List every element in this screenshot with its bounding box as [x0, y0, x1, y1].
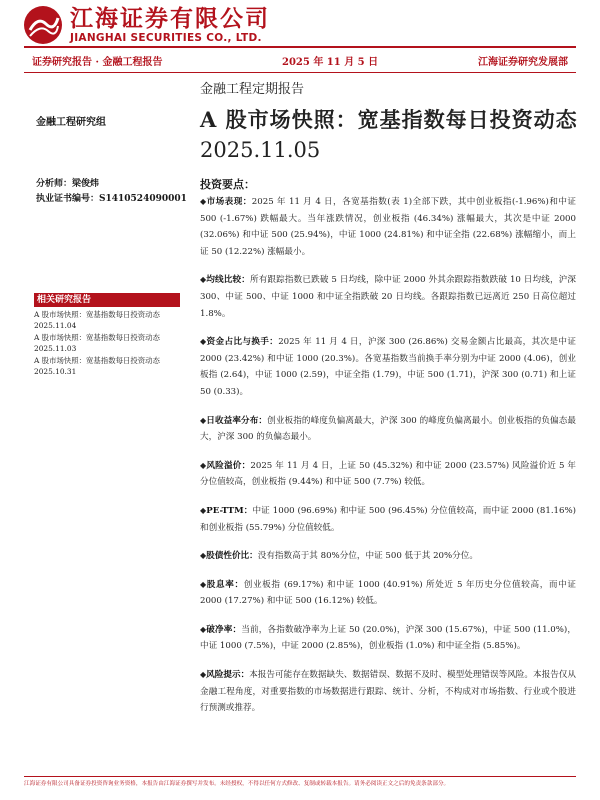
- point-label: 破净率：: [206, 624, 242, 635]
- bullet-icon: ◆: [200, 579, 207, 589]
- company-name-en: JIANGHAI SECURITIES CO., LTD.: [70, 32, 262, 44]
- point-stock-bond: [200, 548, 576, 565]
- point-text: 2025 年 11 月 4 日，各宽基指数(表 1)全部下跌，其中创业板指(-1.96%)和中证 500 (-1.67%) 跌幅最大。当年涨跌情况，创业板指 (46.34%) 涨幅最大，其次是中证 2000 (32.06%) 和中证 500 (25.94%)，中证 1000 (24.81%) 和中证全指 (22.68%) 涨幅缩小，而上证 50 (12.22%) 涨幅最小。: [200, 197, 576, 257]
- related-report-link[interactable]: A 股市场快照：宽基指数每日投资动态 2025.10.31: [34, 356, 160, 376]
- bullet-icon: ◆: [200, 275, 207, 285]
- point-label: 资金占比与换手：: [206, 337, 279, 348]
- research-group: 金融工程研究组: [36, 117, 106, 128]
- related-reports-heading: 相关研究报告: [34, 293, 180, 307]
- point-dividend-yield: [200, 577, 576, 610]
- point-text: 2025 年 11 月 4 日，上证 50 (45.32%) 和中证 2000 (23.57%) 风险溢价近 5 年分位值较高，创业板指 (9.44%) 和中证 500 (7.7%) 较低。: [200, 460, 576, 488]
- bullet-icon: ◆: [200, 670, 207, 680]
- point-text: 所有跟踪指数已跌破 5 日均线，除中证 2000 外其余跟踪指数跌破 10 日均线，沪深 300、中证 500、中证 1000 和中证全指跌破 20 日均线。各跟踪指数已远离近 250 日高位超过 1.8%。: [200, 275, 576, 319]
- bullet-icon: ◆: [200, 551, 207, 561]
- company-name-cn: 江海证券有限公司: [70, 5, 270, 32]
- point-label: 股债性价比：: [206, 551, 258, 562]
- key-points-title: 投资要点：: [200, 178, 255, 191]
- footer-disclaimer: 江海证券有限公司具备证券投资咨询业务资格，本报告由江海证券撰写并发布。未经授权，不得以任何方式修改、复制或转载本报告。请务必阅读正文之后的免责条款部分。: [24, 781, 450, 787]
- point-label: 风险提示：: [206, 670, 250, 681]
- point-text: 中证 1000 (96.69%) 和中证 500 (96.45%) 分位值较高，而中证 2000 (81.16%) 和创业板指 (55.79%) 分位值较低。: [200, 505, 577, 533]
- bullet-icon: ◆: [200, 460, 207, 470]
- page-title: A 股市场快照：宽基指数每日投资动态: [200, 107, 578, 132]
- related-report-link[interactable]: A 股市场快照：宽基指数每日投资动态 2025.11.03: [34, 333, 160, 353]
- point-risk-warning: [200, 667, 576, 717]
- report-date: 2025 年 11 月 5 日: [282, 57, 379, 68]
- title-date: 2025.11.05: [200, 138, 321, 162]
- department-name: 江海证券研究发展部: [478, 57, 568, 68]
- company-logo-icon: [22, 4, 64, 46]
- bullet-icon: ◆: [200, 415, 207, 425]
- point-risk-premium: [200, 458, 576, 491]
- company-logo: [22, 4, 270, 46]
- point-turnover: [200, 334, 576, 400]
- report-category: 证券研究报告 · 金融工程报告: [32, 57, 163, 68]
- point-below-book: [200, 622, 576, 655]
- analyst-info: [36, 177, 187, 207]
- point-text: 创业板指 (69.17%) 和中证 1000 (40.91%) 所处近 5 年历史分位值较高，而中证 2000 (17.27%) 和中证 500 (16.12%) 较低。: [200, 579, 576, 607]
- point-market-performance: [200, 194, 576, 260]
- point-label: 风险溢价：: [206, 460, 251, 471]
- key-points-body: [200, 194, 576, 729]
- point-moving-average: [200, 272, 576, 322]
- document-type: 金融工程定期报告: [200, 82, 305, 97]
- point-text: 没有指数高于其 80%分位，中证 500 低于其 20%分位。: [257, 551, 478, 562]
- header-bar: [24, 46, 576, 73]
- point-label: PE-TTM：: [206, 505, 253, 516]
- point-label: 均线比较：: [206, 275, 250, 286]
- point-text: 创业板指的峰度负偏离最大，沪深 300 的峰度负偏离最小。创业板指的负偏态最大，沪深 300 的负偏态最小。: [200, 415, 576, 443]
- point-pe-ttm: [200, 503, 576, 536]
- point-label: 日收益率分布：: [206, 415, 268, 426]
- footer-divider: [24, 776, 576, 777]
- license-number: 执业证书编号：S1410524090001: [36, 194, 187, 204]
- bullet-icon: ◆: [200, 337, 207, 347]
- point-text: 2025 年 11 月 4 日，沪深 300 (26.86%) 交易金额占比最高，其次是中证 2000 (23.42%) 和中证 1000 (20.3%)。各宽基指数当前换手率分别为中证 2000 (4.06)，创业板指 (2.64)，中证 1000 (2.59)，中证全指 (1.79)，中证 500 (1.71)，沪深 300 (0.71) 和上证 50 (0.33)。: [200, 337, 576, 397]
- bullet-icon: ◆: [200, 197, 207, 206]
- related-report-link[interactable]: A 股市场快照：宽基指数每日投资动态 2025.11.04: [34, 310, 160, 330]
- bullet-icon: ◆: [200, 505, 207, 515]
- point-label: 股息率：: [206, 579, 244, 590]
- point-return-distribution: [200, 413, 576, 446]
- point-label: 市场表现：: [206, 197, 252, 207]
- point-text: 本报告可能存在数据缺失、数据错误、数据不及时、模型处理错误等风险。本报告仅从金融工程角度，对重要指数的市场数据进行跟踪、统计、分析，不构成对市场指数、行业或个股进行预测或推荐。: [200, 670, 576, 714]
- related-reports-list: [34, 309, 180, 378]
- analyst-name: 分析师：梁俊炜: [36, 179, 100, 189]
- point-text: 当前，各指数破净率为上证 50 (20.0%)，沪深 300 (15.67%)，中证 500 (11.0%)，中证 1000 (7.5%)，中证 2000 (2.85%)，创业板指 (1.0%) 和中证全指 (5.85%)。: [200, 624, 576, 652]
- bullet-icon: ◆: [200, 624, 207, 634]
